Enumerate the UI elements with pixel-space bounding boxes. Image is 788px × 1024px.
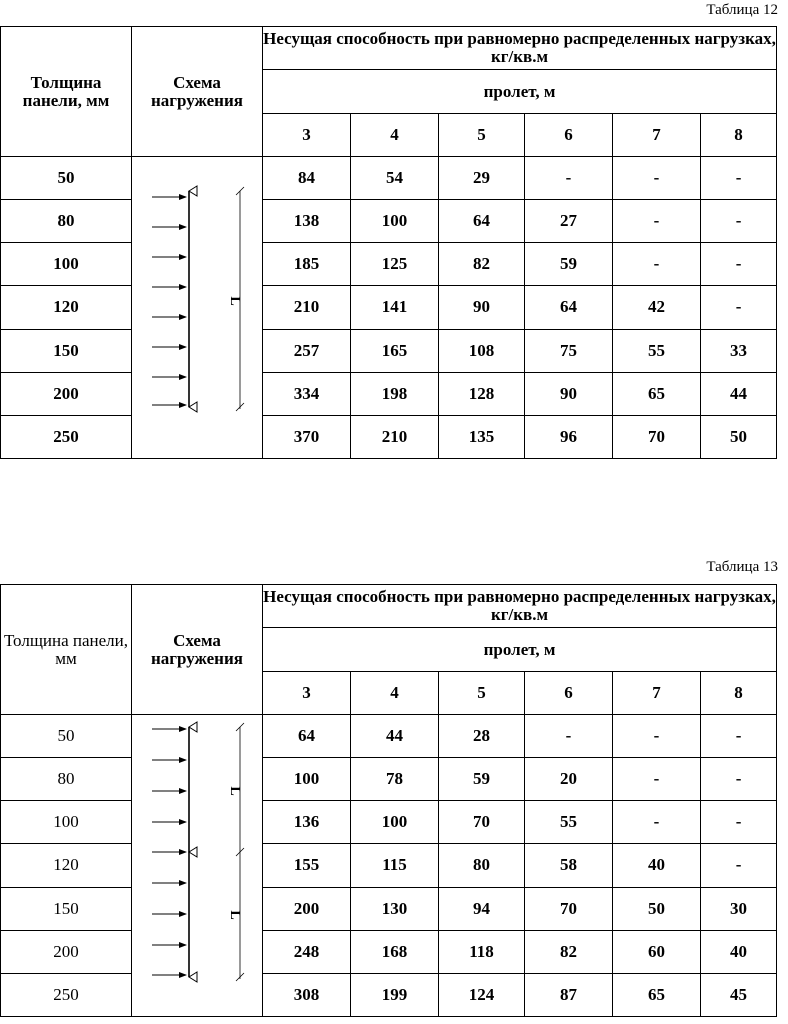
two-span-scheme-icon [132,715,263,1016]
value-cell: 80 [439,844,525,887]
value-cell: - [613,243,701,286]
header-capacity: Несущая способность при равномерно распределенных нагрузках, кг/кв.м [263,27,777,70]
value-cell: 60 [613,930,701,973]
header-thickness: Толщина панели, мм [1,27,132,157]
thickness-cell: 100 [1,801,132,844]
table-row [1,243,777,286]
table-caption: Таблица 13 [706,559,778,575]
value-cell: 141 [351,286,439,329]
value-cell: 82 [525,930,613,973]
value-cell: 20 [525,758,613,801]
table-row [1,801,777,844]
value-cell: 70 [613,415,701,458]
span-header-cell: 7 [613,672,701,715]
value-cell: 40 [701,930,777,973]
span-header-cell: 8 [701,114,777,157]
value-cell: 55 [613,329,701,372]
value-cell: 96 [525,415,613,458]
value-cell: - [613,200,701,243]
value-cell: - [613,157,701,200]
value-cell: 308 [263,973,351,1016]
span-header-cell: 4 [351,672,439,715]
value-cell: 50 [701,415,777,458]
value-cell: 59 [525,243,613,286]
value-cell: 100 [263,758,351,801]
span-header-cell: 3 [263,672,351,715]
span-header-cell: 4 [351,114,439,157]
value-cell: - [613,758,701,801]
value-cell: 138 [263,200,351,243]
header-thickness: Толщина панели, мм [1,585,132,715]
table-row [1,930,777,973]
span-header-cell: 6 [525,114,613,157]
table-row [1,415,777,458]
table-row [1,329,777,372]
value-cell: - [525,157,613,200]
value-cell: 65 [613,973,701,1016]
header-scheme: Схема нагружения [132,27,263,157]
value-cell: - [525,715,613,758]
value-cell: 257 [263,329,351,372]
value-cell: - [701,758,777,801]
value-cell: 78 [351,758,439,801]
table-row [1,758,777,801]
value-cell: 44 [701,372,777,415]
value-cell: 30 [701,887,777,930]
value-cell: 200 [263,887,351,930]
value-cell: 50 [613,887,701,930]
thickness-cell: 200 [1,930,132,973]
span-header-cell: 6 [525,672,613,715]
value-cell: 65 [613,372,701,415]
value-cell: - [701,715,777,758]
value-cell: - [613,715,701,758]
value-cell: 70 [439,801,525,844]
single-span-scheme-icon [132,157,263,458]
value-cell: - [701,844,777,887]
thickness-cell: 150 [1,887,132,930]
span-header-cell: 5 [439,114,525,157]
value-cell: 334 [263,372,351,415]
value-cell: 84 [263,157,351,200]
header-span: пролет, м [263,70,777,114]
value-cell: 42 [613,286,701,329]
value-cell: - [613,801,701,844]
table-row [1,157,777,200]
span-header-cell: 5 [439,672,525,715]
value-cell: 125 [351,243,439,286]
value-cell: 29 [439,157,525,200]
thickness-cell: 80 [1,758,132,801]
table-row [1,286,777,329]
thickness-cell: 120 [1,286,132,329]
value-cell: 45 [701,973,777,1016]
value-cell: 55 [525,801,613,844]
value-cell: 44 [351,715,439,758]
value-cell: 136 [263,801,351,844]
value-cell: 100 [351,200,439,243]
value-cell: - [701,200,777,243]
value-cell: - [701,243,777,286]
table-row [1,887,777,930]
thickness-cell: 100 [1,243,132,286]
value-cell: 168 [351,930,439,973]
value-cell: 155 [263,844,351,887]
table-row [1,973,777,1016]
value-cell: 64 [439,200,525,243]
value-cell: 210 [351,415,439,458]
value-cell: - [701,286,777,329]
thickness-cell: 120 [1,844,132,887]
header-scheme: Схема нагружения [132,585,263,715]
thickness-cell: 200 [1,372,132,415]
value-cell: - [701,157,777,200]
value-cell: - [701,801,777,844]
thickness-cell: 250 [1,415,132,458]
value-cell: 70 [525,887,613,930]
span-header-cell: 8 [701,672,777,715]
value-cell: 40 [613,844,701,887]
table-row [1,844,777,887]
value-cell: 82 [439,243,525,286]
value-cell: 28 [439,715,525,758]
load-capacity-table [0,26,777,459]
value-cell: 90 [439,286,525,329]
thickness-cell: 80 [1,200,132,243]
value-cell: 64 [525,286,613,329]
header-capacity: Несущая способность при равномерно распределенных нагрузках, кг/кв.м [263,585,777,628]
value-cell: 135 [439,415,525,458]
thickness-cell: 50 [1,715,132,758]
span-header-cell: 7 [613,114,701,157]
value-cell: 108 [439,329,525,372]
value-cell: 210 [263,286,351,329]
value-cell: 198 [351,372,439,415]
value-cell: 199 [351,973,439,1016]
value-cell: 100 [351,801,439,844]
table-row [1,200,777,243]
value-cell: 118 [439,930,525,973]
value-cell: 27 [525,200,613,243]
thickness-cell: 50 [1,157,132,200]
value-cell: 130 [351,887,439,930]
value-cell: 75 [525,329,613,372]
value-cell: 115 [351,844,439,887]
thickness-cell: 250 [1,973,132,1016]
value-cell: 124 [439,973,525,1016]
table-caption: Таблица 12 [706,2,778,18]
value-cell: 58 [525,844,613,887]
value-cell: 33 [701,329,777,372]
value-cell: 370 [263,415,351,458]
value-cell: 54 [351,157,439,200]
load-capacity-table [0,584,777,1017]
value-cell: 94 [439,887,525,930]
value-cell: 64 [263,715,351,758]
svg-text:L: L [227,296,242,306]
value-cell: 90 [525,372,613,415]
table-row [1,372,777,415]
svg-text:L: L [227,910,242,920]
value-cell: 59 [439,758,525,801]
thickness-cell: 150 [1,329,132,372]
loading-scheme [132,157,263,459]
loading-scheme [132,715,263,1017]
header-span: пролет, м [263,628,777,672]
value-cell: 128 [439,372,525,415]
svg-text:L: L [227,786,242,796]
value-cell: 248 [263,930,351,973]
span-header-cell: 3 [263,114,351,157]
value-cell: 185 [263,243,351,286]
value-cell: 87 [525,973,613,1016]
value-cell: 165 [351,329,439,372]
table-row [1,715,777,758]
